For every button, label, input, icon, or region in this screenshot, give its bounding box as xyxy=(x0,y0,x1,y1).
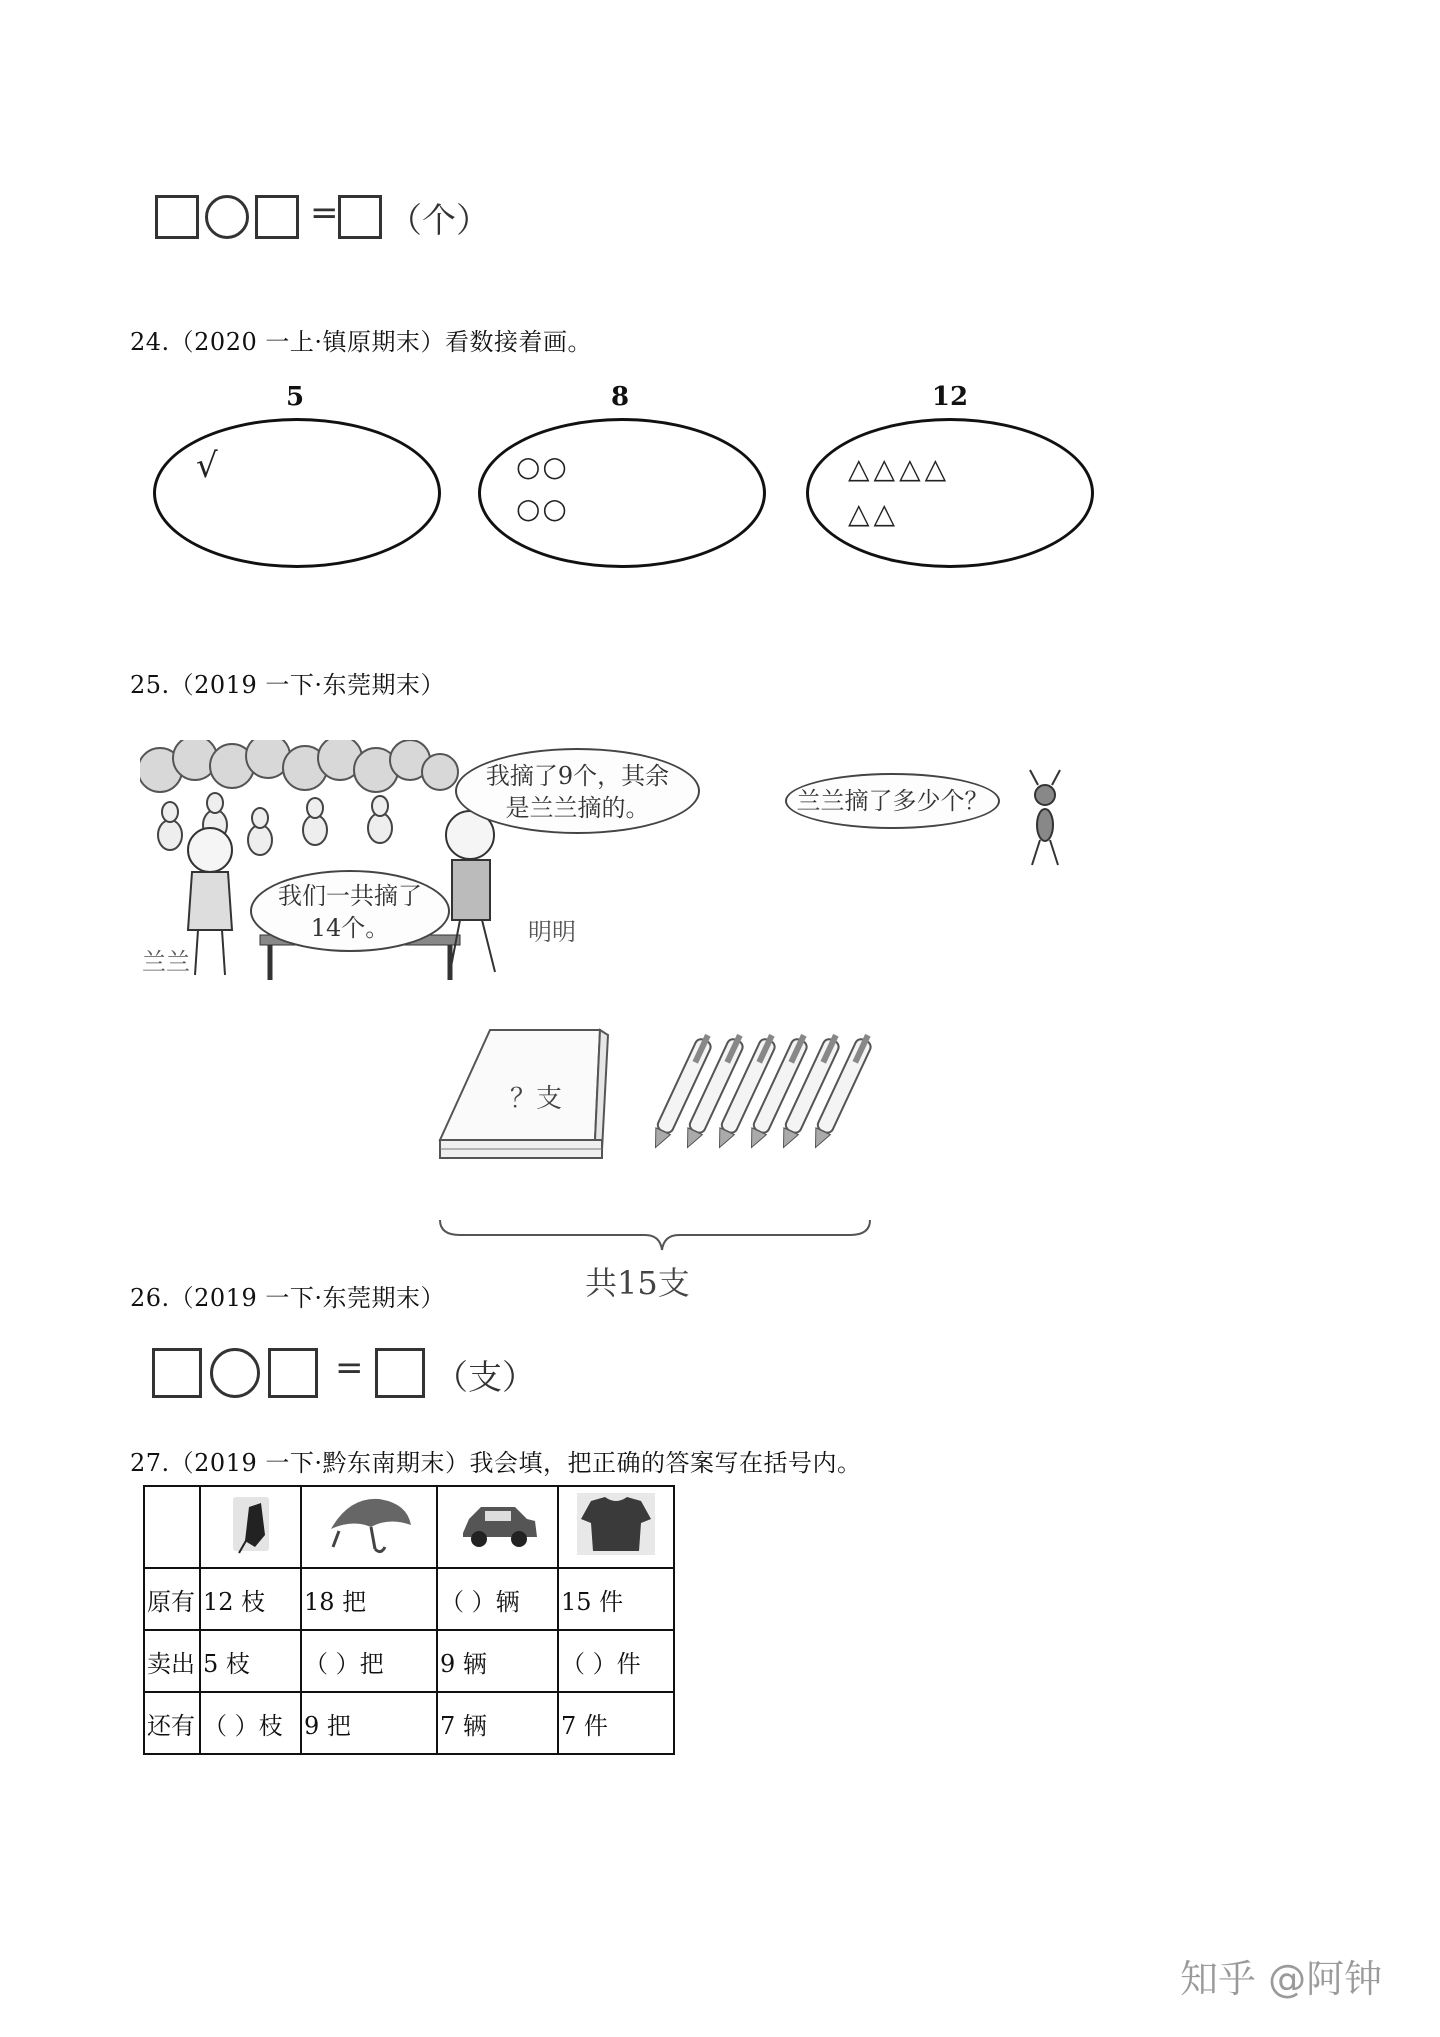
answer-box[interactable] xyxy=(375,1348,425,1398)
question-27-title: 27.（2019 一下·黔东南期末）我会填，把正确的答案写在括号内。 xyxy=(130,1449,862,1477)
oval-number: 5 xyxy=(285,382,305,412)
total-label: 共15支 xyxy=(585,1264,690,1302)
speech-bubble-lanlan: 我们一共摘了14个。 xyxy=(250,870,450,952)
table-cell: 9 辆 xyxy=(437,1630,558,1692)
box-label: ？支 xyxy=(510,1084,563,1114)
sales-table xyxy=(143,1485,675,1755)
drawing-oval[interactable] xyxy=(806,418,1094,568)
circle-shapes: ○○ xyxy=(516,492,569,525)
operator-circle[interactable] xyxy=(210,1348,260,1398)
row-label: 卖出 xyxy=(144,1630,200,1692)
pen-box-scene-icon xyxy=(430,1025,910,1295)
answer-box[interactable] xyxy=(338,195,382,239)
table-cell[interactable]: （ ）把 xyxy=(301,1630,437,1692)
answer-box[interactable] xyxy=(155,195,199,239)
table-cell[interactable]: （ ）辆 xyxy=(437,1568,558,1630)
question-25-title: 25.（2019 一下·东莞期末） xyxy=(130,671,446,699)
oval-number: 8 xyxy=(610,382,630,412)
umbrella-icon xyxy=(319,1489,419,1559)
table-cell: 7 件 xyxy=(558,1692,674,1754)
table-cell: 7 辆 xyxy=(437,1692,558,1754)
table-row xyxy=(144,1568,674,1630)
oval-number: 12 xyxy=(931,382,969,412)
check-mark-icon: √ xyxy=(196,446,218,486)
equals-sign: = xyxy=(335,1348,364,1388)
table-cell: 15 件 xyxy=(558,1568,674,1630)
answer-box[interactable] xyxy=(255,195,299,239)
table-cell[interactable]: （ ）枝 xyxy=(200,1692,301,1754)
unit-label: （支） xyxy=(434,1358,536,1398)
table-cell: 5 枝 xyxy=(200,1630,301,1692)
equals-sign: = xyxy=(310,193,339,233)
table-header-cell xyxy=(301,1486,437,1568)
pen-group xyxy=(648,1032,875,1151)
table-cell: 9 把 xyxy=(301,1692,437,1754)
speech-bubble-question: 兰兰摘了多少个？ xyxy=(785,773,1000,829)
triangle-shapes: △△△△ xyxy=(848,452,951,485)
circle-shapes: ○○ xyxy=(516,450,569,483)
table-cell: 12 枝 xyxy=(200,1568,301,1630)
table-cell[interactable]: （ ）件 xyxy=(558,1630,674,1692)
table-header-cell xyxy=(437,1486,558,1568)
shirt-icon xyxy=(571,1489,661,1559)
table-row xyxy=(144,1630,674,1692)
row-label: 还有 xyxy=(144,1692,200,1754)
table-header-cell xyxy=(200,1486,301,1568)
table-corner-cell xyxy=(144,1486,200,1568)
car-icon xyxy=(453,1489,543,1559)
table-cell: 18 把 xyxy=(301,1568,437,1630)
question-26-title: 26.（2019 一下·东莞期末） xyxy=(130,1284,446,1312)
answer-box[interactable] xyxy=(152,1348,202,1398)
speech-bubble-mingming: 我摘了9个，其余是兰兰摘的。 xyxy=(455,748,700,834)
drawing-oval[interactable] xyxy=(153,418,441,568)
row-label: 原有 xyxy=(144,1568,200,1630)
character-name: 明明 xyxy=(528,918,576,946)
unit-label: （个） xyxy=(388,201,490,241)
question-24-title: 24.（2020 一上·镇原期末）看数接着画。 xyxy=(130,328,593,356)
table-header-row xyxy=(144,1486,674,1568)
pen-box-illustration xyxy=(430,1025,910,1295)
character-name: 兰兰 xyxy=(142,948,190,976)
table-header-cell xyxy=(558,1486,674,1568)
table-row xyxy=(144,1692,674,1754)
triangle-shapes: △△ xyxy=(848,497,900,530)
operator-circle[interactable] xyxy=(205,195,249,239)
watermark: 知乎 @阿钟 xyxy=(1180,1957,1383,2001)
answer-box[interactable] xyxy=(268,1348,318,1398)
pencil-icon xyxy=(221,1489,281,1559)
